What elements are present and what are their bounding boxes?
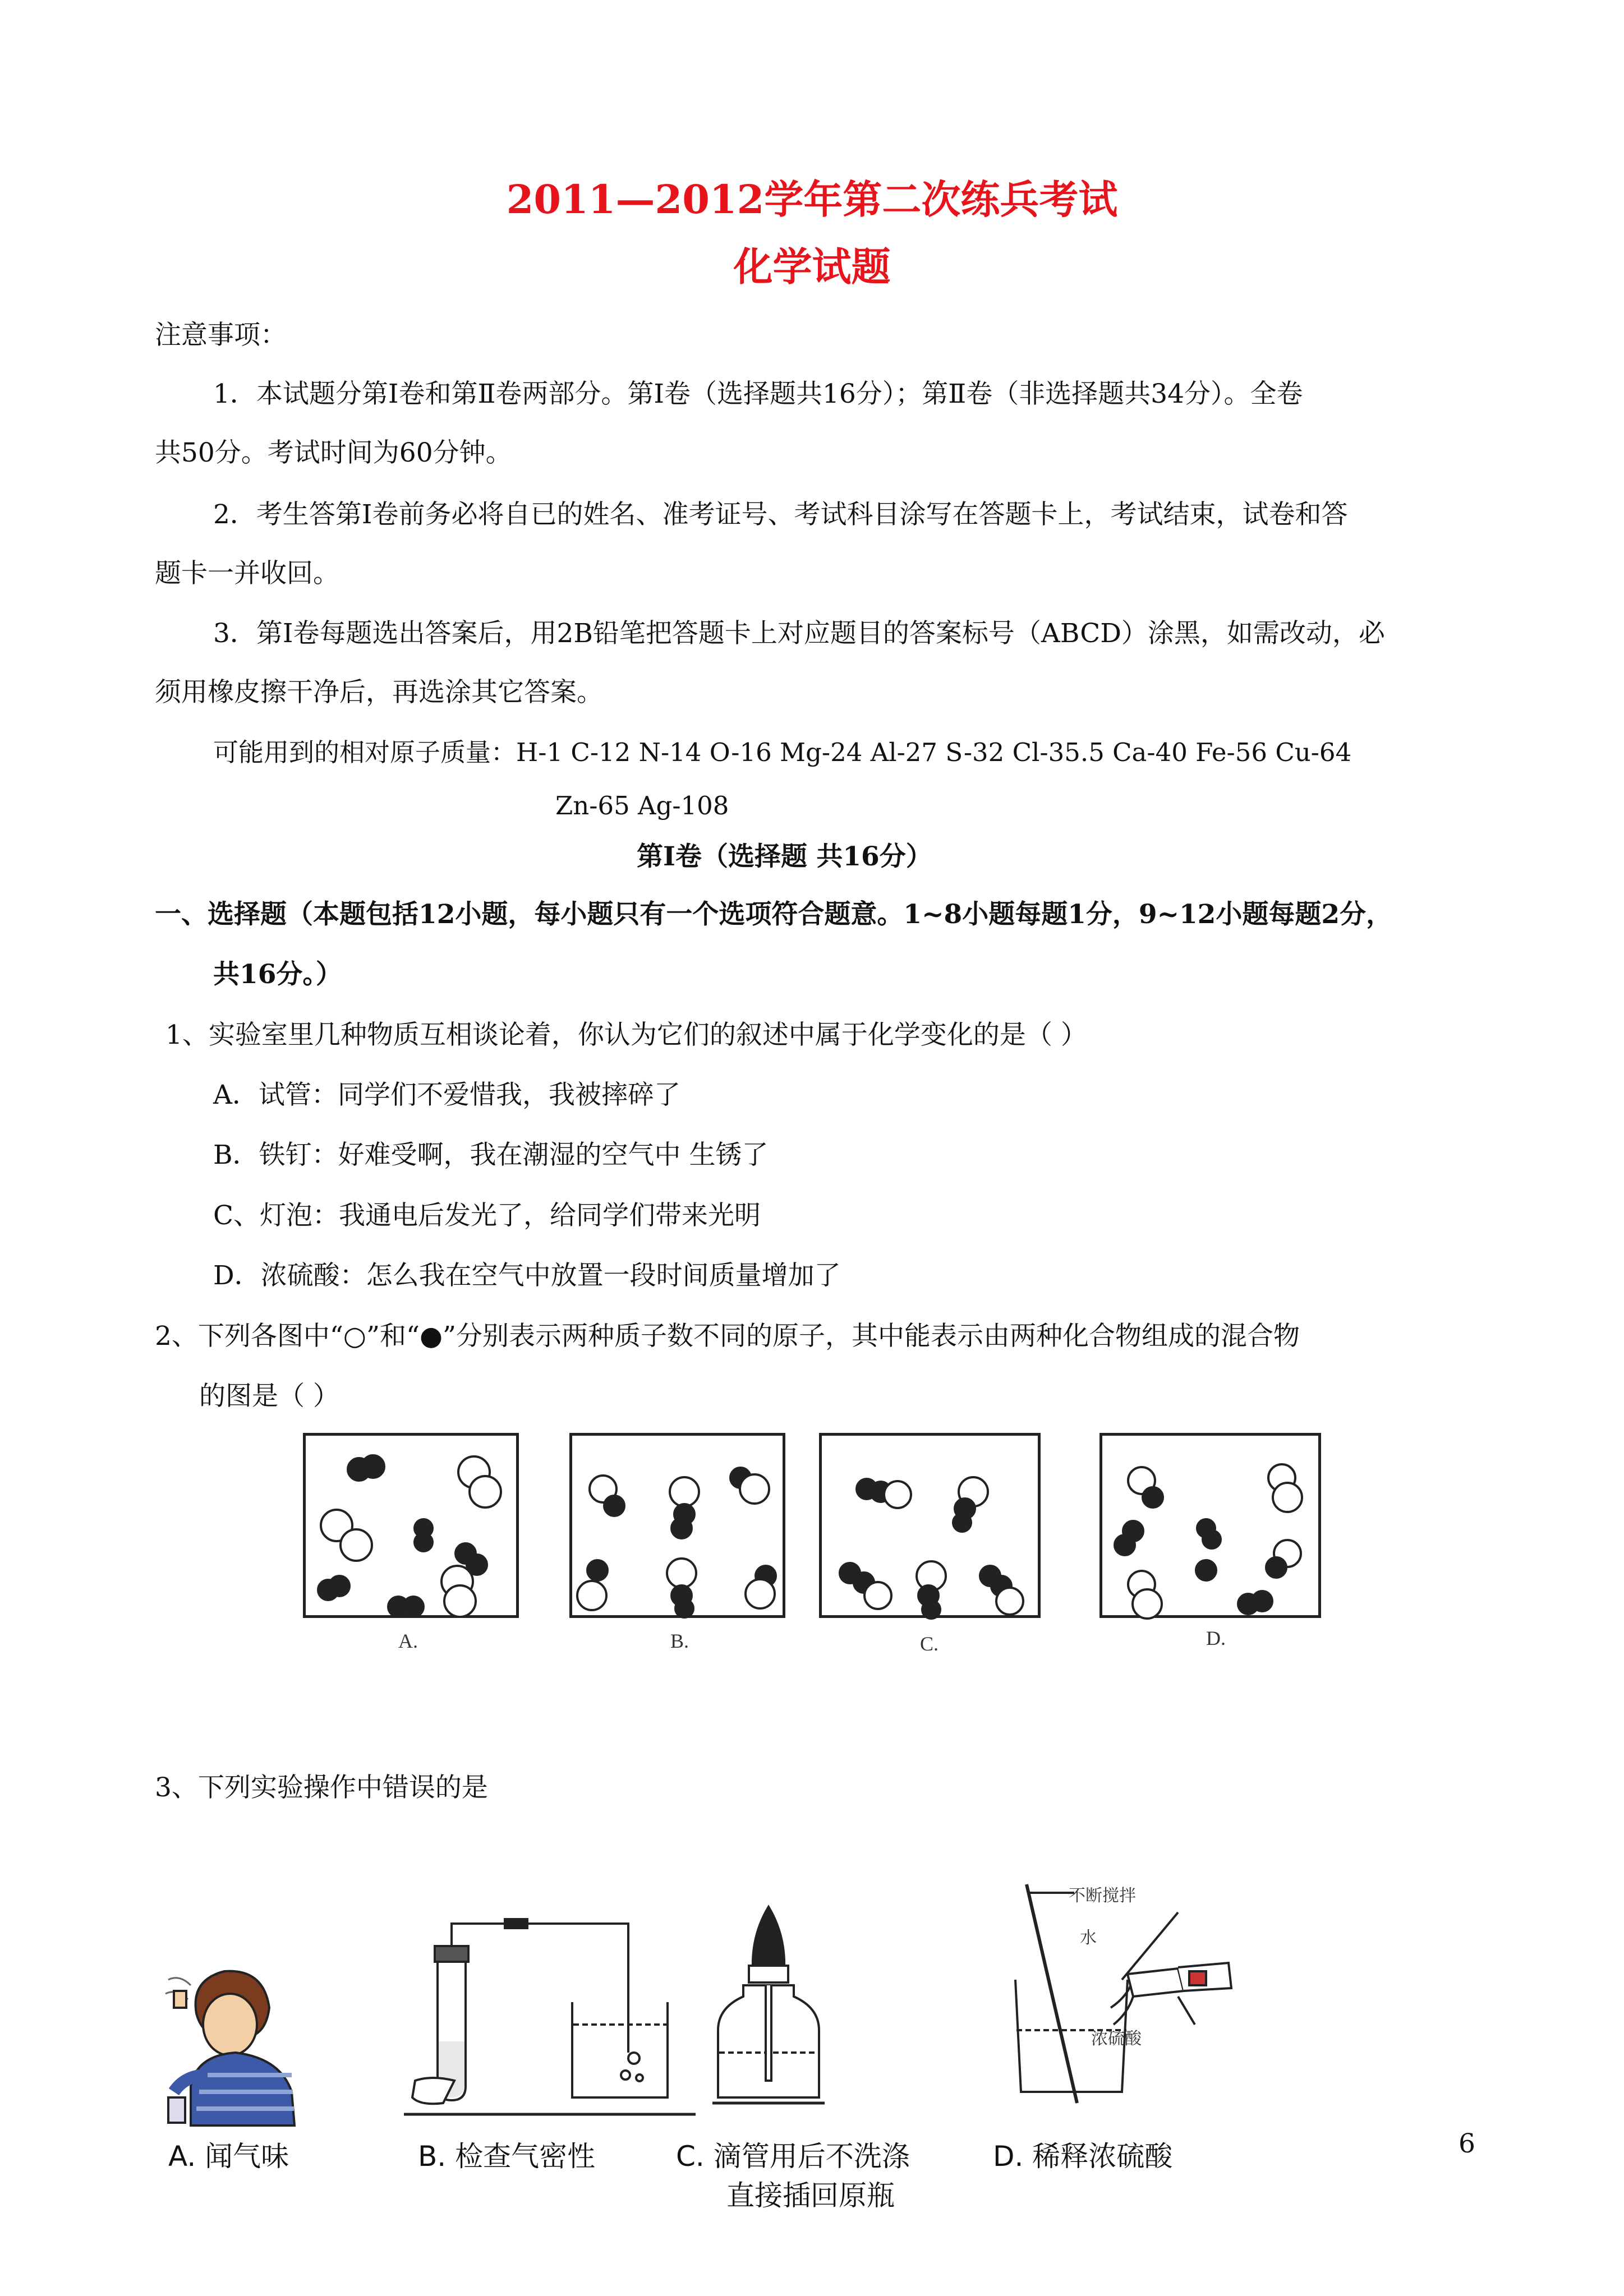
particle-label-d: D. bbox=[1206, 1627, 1226, 1649]
question-3-option-c-cont: 直接插回原瓶 bbox=[726, 2179, 895, 2212]
particle-label-b: B. bbox=[670, 1630, 689, 1652]
exam-subtitle: 化学试题 bbox=[733, 243, 891, 290]
notice-heading: 注意事项： bbox=[155, 320, 287, 351]
notice-item-2-cont: 题卡一并收回。 bbox=[155, 558, 339, 589]
question-3-option-d: D. 稀释浓硫酸 bbox=[993, 2140, 1173, 2173]
atomic-mass-list: 可能用到的相对原子质量：H-1 C-12 N-14 O-16 Mg-24 Al-27 S-32 Cl-35.5 Ca-40 Fe-56 Cu-64 bbox=[213, 737, 1352, 767]
question-3-option-b: B. 检查气密性 bbox=[418, 2140, 596, 2173]
particle-diagram-b bbox=[569, 1433, 785, 1618]
question-1-option-c: C、灯泡：我通电后发光了，给同学们带来光明 bbox=[213, 1200, 761, 1231]
water-label: 水 bbox=[1080, 1929, 1097, 1947]
notice-item-1-cont: 共50分。考试时间为60分钟。 bbox=[155, 437, 512, 468]
particle-diagram-d bbox=[1099, 1433, 1321, 1618]
particle-art-a bbox=[306, 1436, 522, 1621]
notice-item-2: 2．考生答第Ⅰ卷前务必将自已的姓名、准考证号、考试科目涂写在答题卡上，考试结束，试卷和答 bbox=[213, 499, 1348, 530]
question-3-option-a: A. 闻气味 bbox=[168, 2140, 289, 2173]
dilution-illustration bbox=[993, 1879, 1262, 2114]
question-3-stem: 3、下列实验操作中错误的是 bbox=[155, 1772, 488, 1803]
section-instructions-cont: 共16分。） bbox=[213, 959, 342, 990]
particle-label-c: C. bbox=[920, 1633, 939, 1655]
question-3-option-c: C. 滴管用后不洗涤 bbox=[676, 2140, 910, 2173]
notice-item-3-cont: 须用橡皮擦干净后，再选涂其它答案。 bbox=[155, 677, 603, 708]
notice-item-1: 1．本试题分第Ⅰ卷和第Ⅱ卷两部分。第Ⅰ卷（选择题共16分）；第Ⅱ卷（非选择题共34分）。全卷 bbox=[213, 379, 1303, 409]
section-instructions: 一、选择题（本题包括12小题，每小题只有一个选项符合题意。1~8小题每题1分，9~12小题每题2分， bbox=[155, 899, 1393, 930]
smell-illustration bbox=[151, 1946, 320, 2131]
dropper-illustration bbox=[712, 1896, 825, 2109]
atomic-mass-list-cont: Zn-65 Ag-108 bbox=[555, 791, 729, 820]
particle-art-b bbox=[572, 1436, 788, 1621]
question-1-option-d: D．浓硫酸：怎么我在空气中放置一段时间质量增加了 bbox=[213, 1260, 841, 1291]
page-number: 6 bbox=[1459, 2128, 1475, 2159]
particle-diagram-a bbox=[303, 1433, 519, 1618]
exam-title: 2011—2012学年第二次练兵考试 bbox=[506, 176, 1118, 223]
question-1-stem: 1、实验室里几种物质互相谈论着，你认为它们的叙述中属于化学变化的是（ ） bbox=[165, 1020, 1087, 1050]
stir-label: 不断搅拌 bbox=[1069, 1887, 1136, 1905]
particle-art-d bbox=[1102, 1436, 1324, 1621]
notice-item-3: 3．第Ⅰ卷每题选出答案后，用2B铅笔把答题卡上对应题目的答案标号（ABCD）涂黑，如需改动，必 bbox=[213, 618, 1385, 649]
question-1-option-b: B．铁钉：好难受啊，我在潮湿的空气中 生锈了 bbox=[213, 1140, 769, 1170]
question-1-option-a: A．试管：同学们不爱惜我，我被摔碎了 bbox=[213, 1080, 680, 1110]
airtightness-illustration bbox=[404, 1912, 696, 2103]
particle-art-c bbox=[822, 1436, 1043, 1621]
question-2-stem: 2、下列各图中“○”和“●”分别表示两种质子数不同的原子，其中能表示由两种化合物组成的混合物 bbox=[155, 1321, 1300, 1352]
question-2-stem-cont: 的图是（ ） bbox=[199, 1381, 339, 1412]
section-heading bbox=[637, 836, 932, 873]
acid-label: 浓硫酸 bbox=[1091, 2030, 1142, 2048]
particle-diagram-c bbox=[819, 1433, 1041, 1618]
section-heading-text: 第Ⅰ卷（选择题 共16分） bbox=[637, 841, 932, 872]
particle-label-a: A. bbox=[398, 1630, 418, 1652]
